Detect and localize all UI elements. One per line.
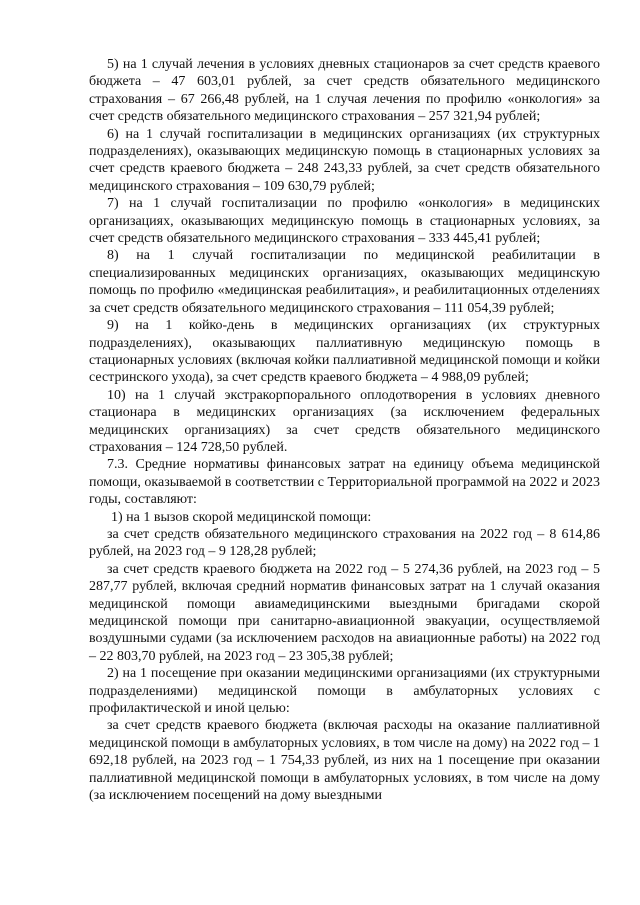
paragraph-outpatient-visit: 2) на 1 посещение при оказании медицинскими организациями (их структурными подразделениями) медицинской помощи в амбулаторных условиях с профилактической и иной целью: xyxy=(89,666,600,717)
paragraph-item-8-rehabilitation: 8) на 1 случай госпитализации по медицинской реабилитации в специализированных медицинских организациях, оказывающих медицинскую помощь по профилю «медицинская реабилитация», и реабилитационных отделениях за счет средств обязательного медицинского страхования – 111 054,39 рублей; xyxy=(89,248,600,316)
paragraph-item-10-ivf: 10) на 1 случай экстракорпорального оплодотворения в условиях дневного стационара в медицинских организациях (за исключением федеральных медицинских организациях) за счет средств обязательного медицинского страхования – 124 728,50 рублей. xyxy=(89,387,600,455)
paragraph-outpatient-regional: за счет средств краевого бюджета (включая расходы на оказание паллиативной медицинской помощи в амбулаторных условиях, в том числе на дому) на 2022 год – 1 692,18 рублей, на 2023 год – 1 754,33 рублей, из них на 1 посещение при оказании паллиативной медицинской помощи в амбулаторных условиях, в том числе на дому (за исключением посещений на дому выездными xyxy=(89,718,600,804)
paragraph-item-7-oncology: 7) на 1 случай госпитализации по профилю «онкология» в медицинских организациях, оказывающих медицинскую помощь в стационарных условиях, за счет средств обязательного медицинского страхования – 333 445,41 рублей; xyxy=(89,196,600,247)
paragraph-ambulance-oms: за счет средств обязательного медицинского страхования на 2022 год – 8 614,86 рублей, на 2023 год – 9 128,28 рублей; xyxy=(89,526,600,560)
document-body xyxy=(89,56,600,804)
paragraph-item-9-palliative-bed-day: 9) на 1 койко-день в медицинских организациях (их структурных подразделениях), оказывающих паллиативную медицинскую помощь в стационарных условиях (включая койки паллиативной медицинской помощи и койки сестринского ухода), за счет средств краевого бюджета – 4 988,09 рублей; xyxy=(89,318,600,386)
paragraph-item-6-hospitalization: 6) на 1 случай госпитализации в медицинских организациях (их структурных подразделениях), оказывающих медицинскую помощь в стационарных условиях за счет средств краевого бюджета – 248 243,33 рублей, за счет средств обязательного медицинского страхования – 109 630,79 рублей; xyxy=(89,126,600,194)
paragraph-section-7-3: 7.3. Средние нормативы финансовых затрат на единицу объема медицинской помощи, оказываемой в соответствии с Территориальной программой на 2022 и 2023 годы, составляют: xyxy=(89,457,600,508)
paragraph-item-5-day-hospital: 5) на 1 случай лечения в условиях дневных стационаров за счет средств краевого бюджета – 47 603,01 рублей, за счет средств обязательного медицинского страхования – 67 266,48 рублей, на 1 случая лечения по профилю «онкология» за счет средств обязательного медицинского страхования – 257 321,94 рублей; xyxy=(89,57,600,125)
paragraph-ambulance-call: 1) на 1 вызов скорой медицинской помощи: xyxy=(111,509,372,525)
paragraph-ambulance-regional: за счет средств краевого бюджета на 2022 год – 5 274,36 рублей, на 2023 год – 5 287,77 рублей, включая средний норматив финансовых затрат на 1 случай оказания медицинской помощи авиамедицинскими выездными бригадами скорой медицинской помощи при санитарно-авиационной эвакуации, осуществляемой воздушными судами (за исключением расходов на авиационные работы) на 2022 год – 22 803,70 рублей, на 2023 год – 23 305,38 рублей; xyxy=(89,561,600,664)
